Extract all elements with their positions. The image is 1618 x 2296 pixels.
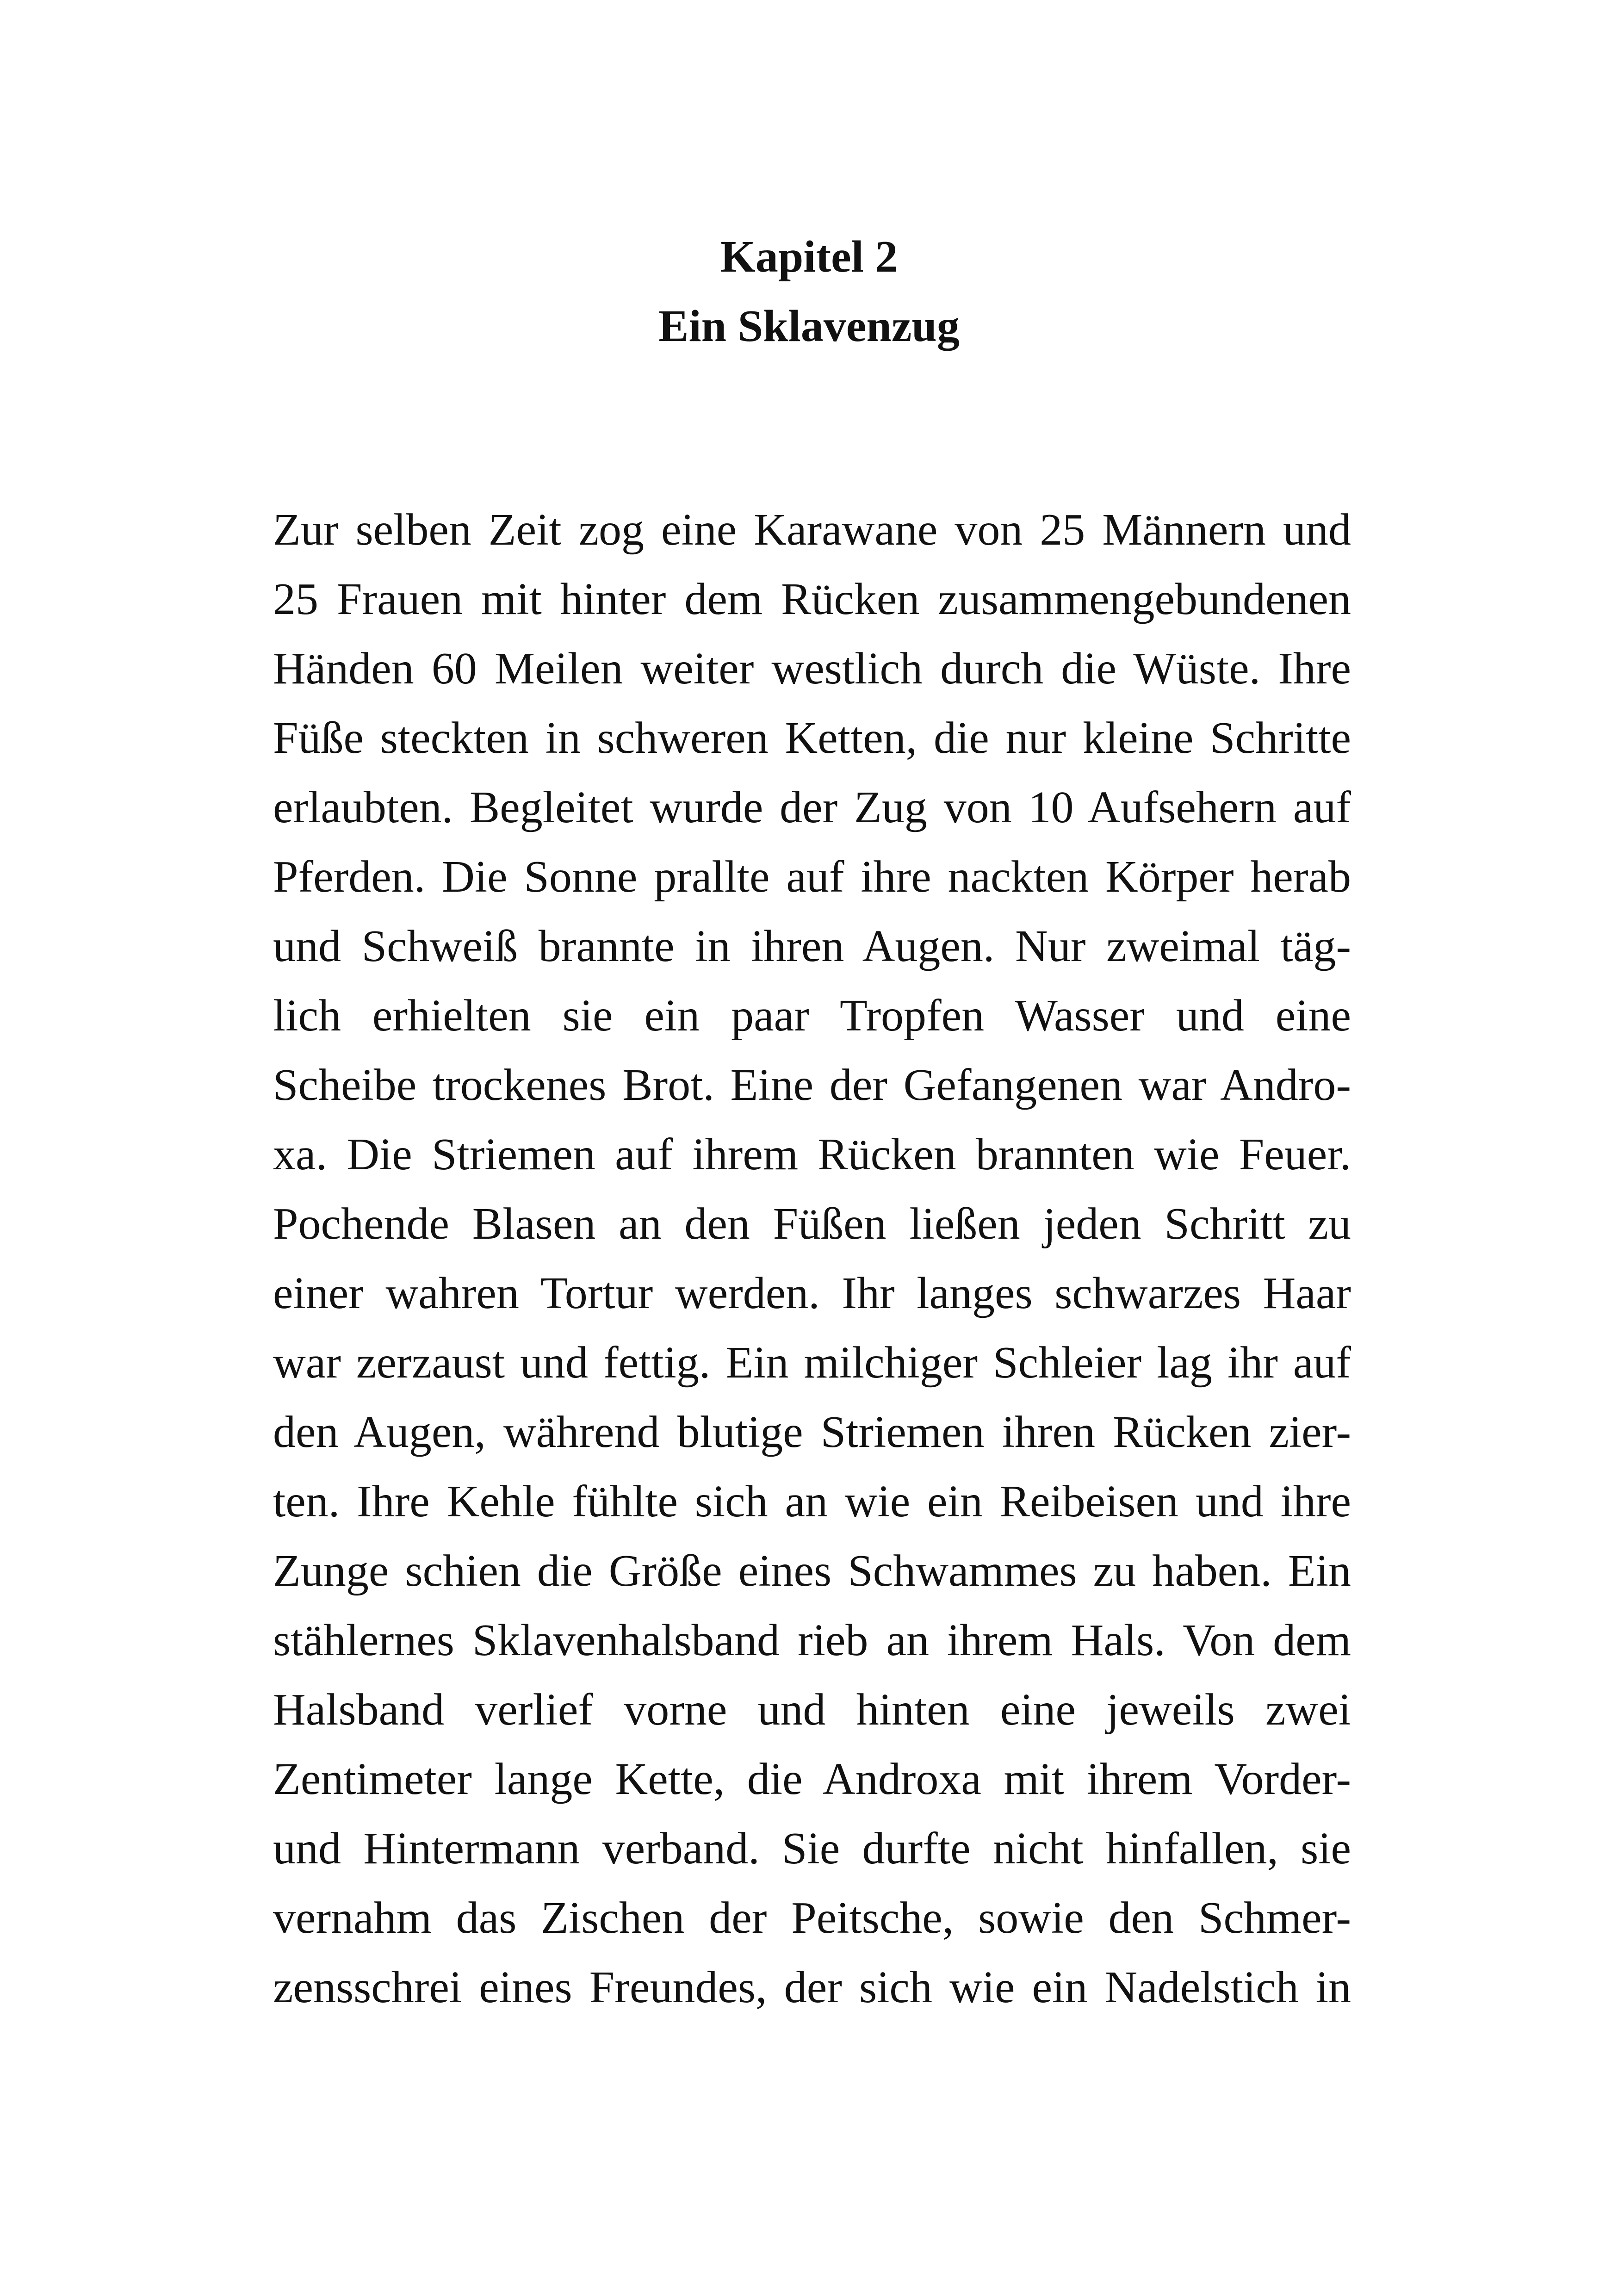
text-line: lich erhielten sie ein paar Tropfen Wasser und eine xyxy=(273,991,1351,1041)
body-text xyxy=(273,495,1351,2022)
text-line: 25 Frauen mit hinter dem Rücken zusammengebundenen xyxy=(273,574,1351,624)
text-line: ten. Ihre Kehle fühlte sich an wie ein Reibeisen und ihre xyxy=(273,1477,1351,1527)
text-line: Füße steckten in schweren Ketten, die nur kleine Schritte xyxy=(273,713,1351,763)
text-line: und Hintermann verband. Sie durfte nicht hinfallen, sie xyxy=(273,1824,1351,1874)
text-line: vernahm das Zischen der Peitsche, sowie den Schmer- xyxy=(273,1893,1351,1943)
text-line: Halsband verlief vorne und hinten eine jeweils zwei xyxy=(273,1685,1351,1735)
text-line: zensschrei eines Freundes, der sich wie ein Nadelstich in xyxy=(273,1962,1351,2012)
text-line: und Schweiß brannte in ihren Augen. Nur zweimal täg- xyxy=(273,921,1351,971)
text-line: stählernes Sklavenhalsband rieb an ihrem Hals. Von dem xyxy=(273,1615,1351,1665)
text-line: erlaubten. Begleitet wurde der Zug von 10 Aufsehern auf xyxy=(273,782,1351,832)
text-line: xa. Die Striemen auf ihrem Rücken brannten wie Feuer. xyxy=(273,1129,1351,1179)
text-line: Zentimeter lange Kette, die Androxa mit ihrem Vorder- xyxy=(273,1754,1351,1804)
text-line: einer wahren Tortur werden. Ihr langes schwarzes Haar xyxy=(273,1268,1351,1318)
text-line: den Augen, während blutige Striemen ihren Rücken zier- xyxy=(273,1407,1351,1457)
chapter-title: Ein Sklavenzug xyxy=(658,301,960,351)
text-line: war zerzaust und fettig. Ein milchiger Schleier lag ihr auf xyxy=(273,1338,1351,1388)
text-line: Zur selben Zeit zog eine Karawane von 25 Männern und xyxy=(273,505,1351,555)
chapter-heading xyxy=(0,222,1618,361)
text-line: Händen 60 Meilen weiter westlich durch die Wüste. Ihre xyxy=(273,644,1351,694)
text-line: Scheibe trockenes Brot. Eine der Gefangenen war Andro- xyxy=(273,1060,1351,1110)
text-line: Pferden. Die Sonne prallte auf ihre nackten Körper herab xyxy=(273,852,1351,902)
text-line: Zunge schien die Größe eines Schwammes zu haben. Ein xyxy=(273,1546,1351,1596)
chapter-number: Kapitel 2 xyxy=(720,232,898,282)
text-line: Pochende Blasen an den Füßen ließen jeden Schritt zu xyxy=(273,1199,1351,1249)
